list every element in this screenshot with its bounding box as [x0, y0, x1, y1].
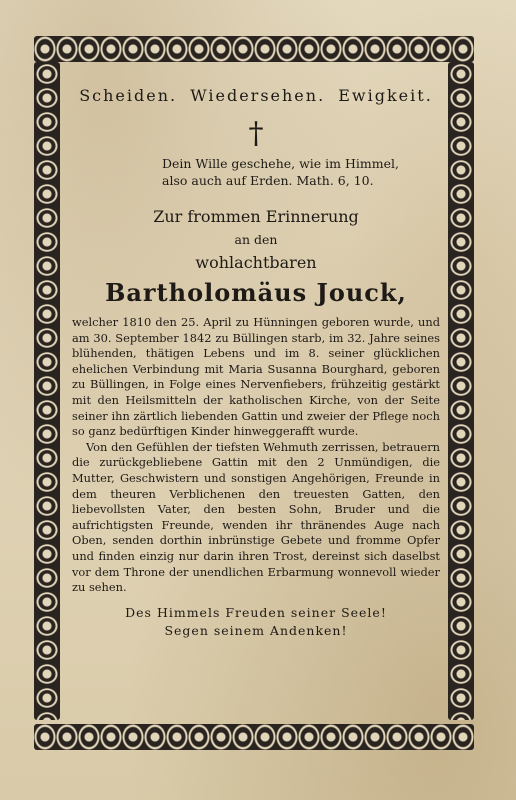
verse-line-2: also auch auf Erden. Math. 6, 10.	[162, 173, 374, 188]
card-content	[72, 86, 440, 640]
biography-paragraph: welcher 1810 den 25. April zu Hünningen geboren wurde, und am 30. September 1842 zu Büllingen starb, im 32. Jahre seines blühenden, thätigen Lebens und im 8. seiner glücklichen ehelichen Verbindung mit Maria Susanna Bourghard, geboren zu Büllingen, in Folge eines Nervenfiebers, frühzeitig gestärkt mit den Heilsmitteln der katholischen Kirche, von der Seite seiner ihn zärtlich liebenden Gattin und zweier der Pflege noch so ganz bedürftigen Kinder hinweggerafft wurde.	[72, 315, 440, 439]
cross-icon: †	[248, 116, 264, 151]
mourning-paragraph: Von den Gefühlen der tiefsten Wehmuth zerrissen, betrauern die zurückgebliebene Gattin mit den 2 Unmündigen, die Mutter, Geschwistern und sonstigen Angehörigen, Freunde in dem theuren Verblichenen den treuesten Gatten, den liebevollsten Vater, den besten Sohn, Bruder und die aufrichtigsten Freunde, wenden ihr thränendes Auge nach Oben, senden dorthin inbrünstige Gebete und fromme Opfer und finden einzig nur darin ihren Trost, dereinst sich daselbst vor dem Throne der unendlichen Erbarmung wonnevoll wieder zu sehen.	[72, 439, 440, 595]
closing-line-1: Des Himmels Freuden seiner Seele!	[125, 604, 387, 620]
ornamental-border-left	[34, 62, 60, 720]
deceased-name: Bartholomäus Jouck,	[105, 278, 407, 307]
bible-verse	[162, 155, 440, 189]
ornamental-border-top	[34, 36, 474, 62]
ornamental-border-bottom	[34, 724, 474, 750]
card-heading: Scheiden. Wiedersehen. Ewigkeit.	[79, 86, 433, 105]
closing-line-2: Segen seinem Andenken!	[164, 622, 348, 638]
ornamental-border-right	[448, 62, 474, 720]
verse-line-1: Dein Wille geschehe, wie im Himmel,	[162, 156, 399, 171]
memorial-line-2: an den	[234, 232, 278, 247]
memorial-line-1: Zur frommen Erinnerung	[153, 207, 359, 226]
closing-blessing	[72, 604, 440, 640]
memorial-line-3: wohlachtbaren	[195, 253, 317, 272]
